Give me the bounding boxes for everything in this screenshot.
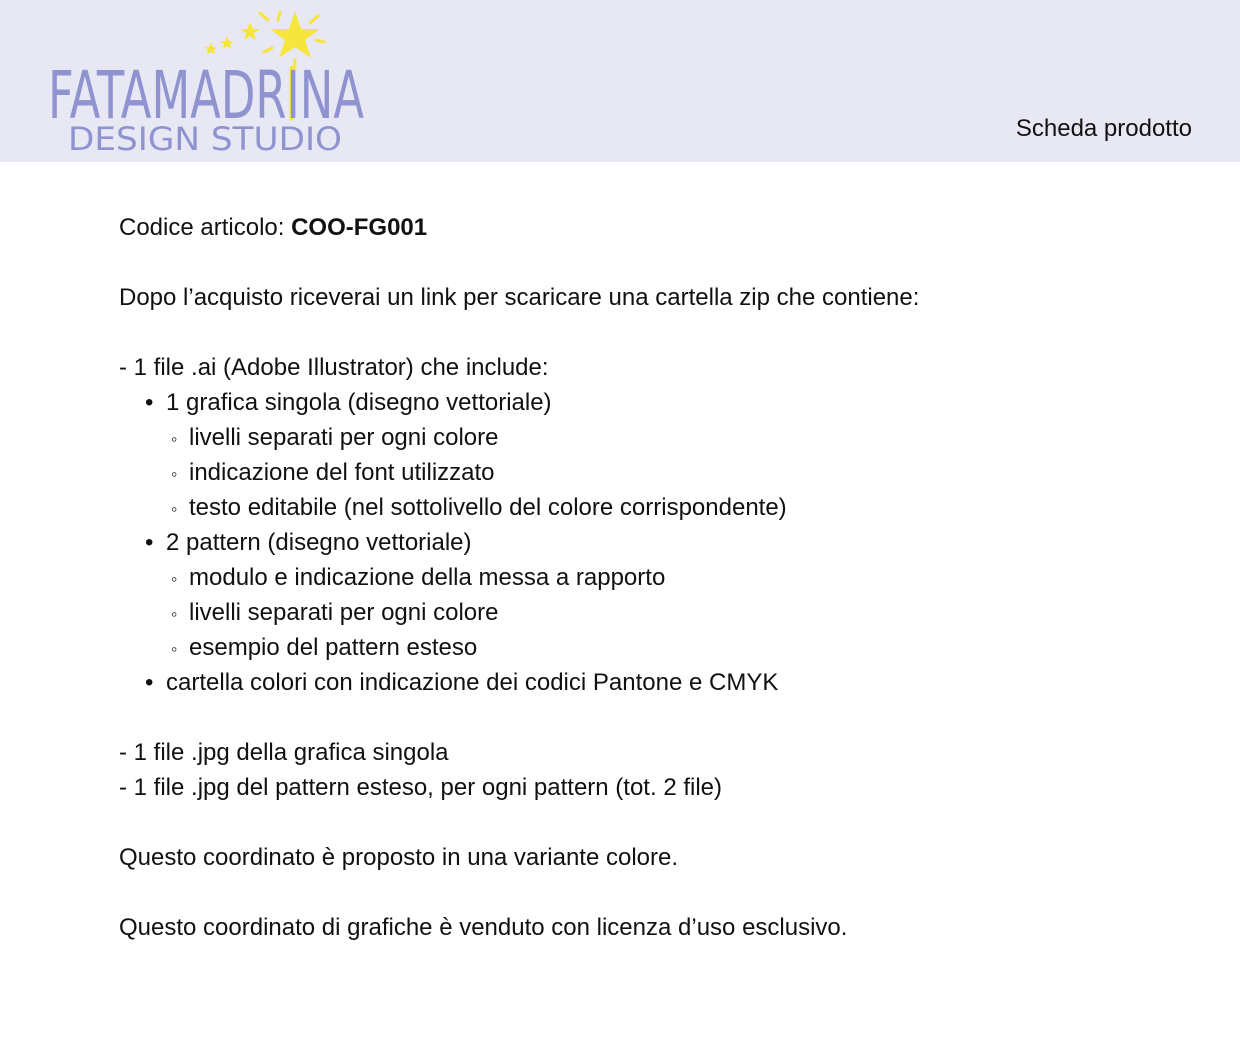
document-type-label: Scheda prodotto <box>1015 115 1192 142</box>
license-note: Questo coordinato di grafiche è venduto con licenza d’uso esclusivo. <box>119 914 848 941</box>
list-subitem: ◦ testo editabile (nel sottolivello del colore corrispondente) <box>119 490 1179 525</box>
sub-bullet-icon: ◦ <box>171 604 178 624</box>
list-item-pattern: • 2 pattern (disegno vettoriale) <box>119 525 1179 560</box>
list-subitem: ◦ indicazione del font utilizzato <box>119 455 1179 490</box>
logo-text-sub: DESIGN STUDIO <box>68 120 342 158</box>
bullet-icon: • <box>145 529 154 556</box>
product-code-label: Codice articolo: <box>119 214 292 241</box>
ai-file-item: - 1 file .ai (Adobe Illustrator) che include: <box>119 354 549 381</box>
jpg-single-item: - 1 file .jpg della grafica singola <box>119 739 449 766</box>
list-subitem: ◦ modulo e indicazione della messa a rapporto <box>119 560 1179 595</box>
jpg-pattern-item: - 1 file .jpg del pattern esteso, per ogni pattern (tot. 2 file) <box>119 774 722 801</box>
product-sheet-body <box>119 210 1179 945</box>
sub-bullet-icon: ◦ <box>171 499 178 519</box>
page-header <box>0 0 1240 162</box>
variant-note: Questo coordinato è proposto in una variante colore. <box>119 844 679 871</box>
intro-text: Dopo l’acquisto riceverai un link per scaricare una cartella zip che contiene: <box>119 284 920 311</box>
bullet-icon: • <box>145 389 154 416</box>
bullet-icon: • <box>145 669 154 696</box>
list-subitem: ◦ esempio del pattern esteso <box>119 630 1179 665</box>
fatamadrina-logo <box>40 8 380 158</box>
sub-bullet-icon: ◦ <box>171 429 178 449</box>
logo-text-main: FATAMADRINA <box>48 57 364 134</box>
product-code-line <box>119 210 1179 245</box>
sub-bullet-icon: ◦ <box>171 569 178 589</box>
sub-bullet-icon: ◦ <box>171 464 178 484</box>
sub-bullet-icon: ◦ <box>171 639 178 659</box>
list-item-colors: • cartella colori con indicazione dei codici Pantone e CMYK <box>119 665 1179 700</box>
list-subitem: ◦ livelli separati per ogni colore <box>119 420 1179 455</box>
list-subitem: ◦ livelli separati per ogni colore <box>119 595 1179 630</box>
product-code-value: COO-FG001 <box>291 214 428 241</box>
list-item-graphic: • 1 grafica singola (disegno vettoriale) <box>119 385 1179 420</box>
